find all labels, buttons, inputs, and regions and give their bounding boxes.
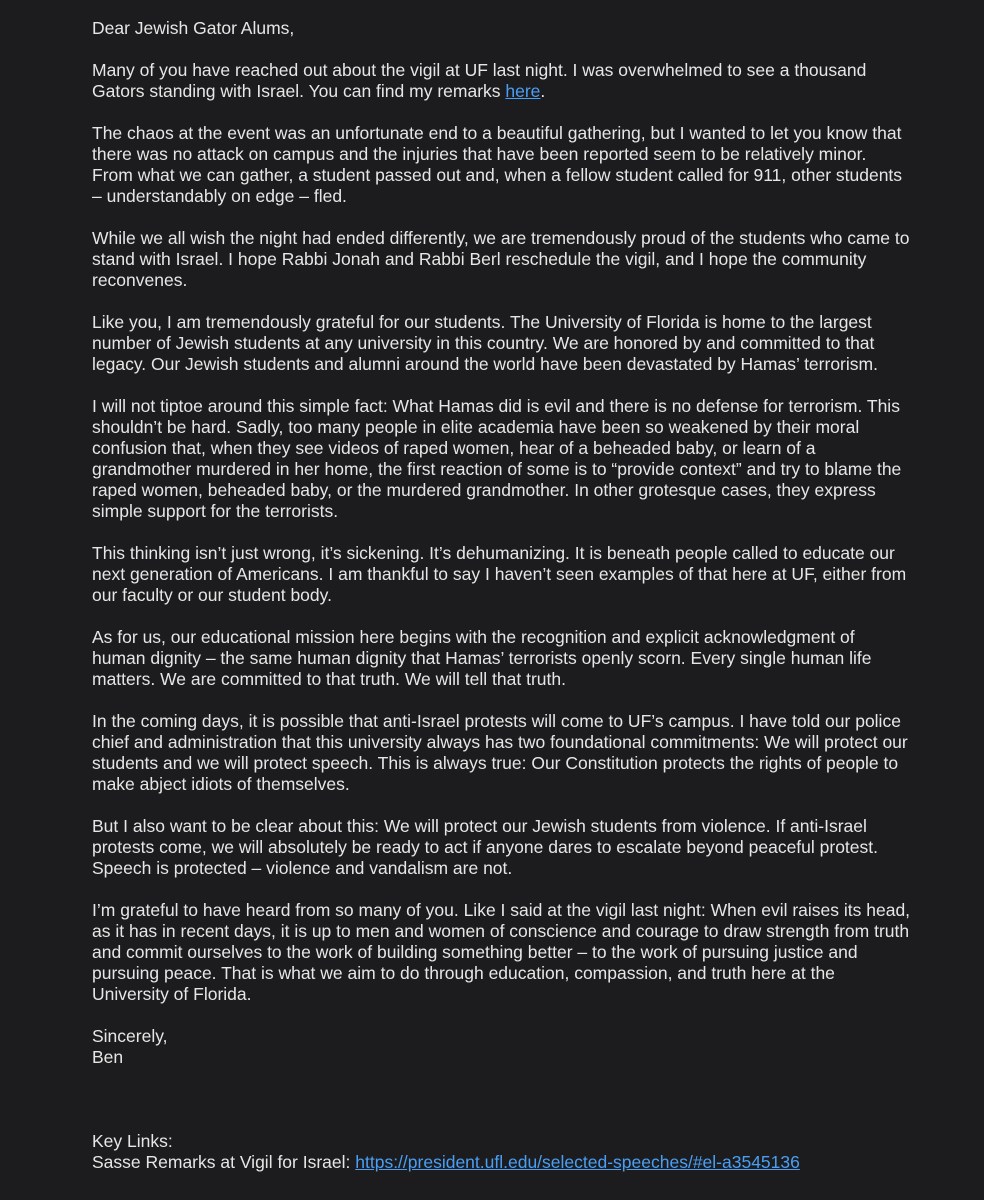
closing: Sincerely, — [92, 1026, 168, 1046]
paragraph-vigil — [92, 60, 912, 102]
paragraph-vigil-text: Many of you have reached out about the vigil at UF last night. I was overwhelmed to see a thousand Gators standing with Israel. You can find my remarks — [92, 60, 867, 101]
remarks-link[interactable]: here — [505, 81, 541, 101]
email-body — [92, 18, 912, 1173]
paragraph-hamas: I will not tiptoe around this simple fact: What Hamas did is evil and there is no defense for terrorism. This shouldn’t be hard. Sadly, too many people in elite academia have been so weakened by their moral confusion that, when they see videos of raped women, hear of a beheaded baby, or learn of a grandmother murdered in her home, the first reaction of some is to “provide context” and try to blame the raped women, beheaded baby, or the murdered grandmother. In other grotesque cases, they express simple support for the terrorists. — [92, 396, 902, 521]
paragraph-proud: While we all wish the night had ended differently, we are tremendously proud of the students who came to stand with Israel. I hope Rabbi Jonah and Rabbi Berl reschedule the vigil, and I hope the community reconvenes. — [92, 228, 910, 290]
salutation: Dear Jewish Gator Alums, — [92, 18, 295, 38]
signature: Ben — [92, 1047, 124, 1067]
key-links-heading: Key Links: — [92, 1131, 173, 1151]
paragraph-vigil-end: . — [540, 81, 546, 101]
paragraph-closing: I’m grateful to have heard from so many of you. Like I said at the vigil last night: When evil raises its head, as it has in recent days, it is up to men and women of conscience and courage to draw strength from truth and commit ourselves to the work of building something better – to the work of pursuing justice and pursuing peace. That is what we aim to do through education, compassion, and truth here at the University of Florida. — [92, 900, 911, 1004]
key-link-url[interactable]: https://president.ufl.edu/selected-speeches/#el-a3545136 — [355, 1152, 800, 1172]
paragraph-chaos: The chaos at the event was an unfortunate end to a beautiful gathering, but I wanted to let you know that there was no attack on campus and the injuries that have been reported seem to be relatively minor. From what we can gather, a student passed out and, when a fellow student called for 911, other students – understandably on edge – fled. — [92, 123, 903, 206]
paragraph-protect: But I also want to be clear about this: We will protect our Jewish students from violence. If anti-Israel protests come, we will absolutely be ready to act if anyone dares to escalate beyond peaceful protest. Speech is protected – violence and vandalism are not. — [92, 816, 879, 878]
paragraph-grateful: Like you, I am tremendously grateful for our students. The University of Florida is home to the largest number of Jewish students at any university in this country. We are honored by and committed to that legacy. Our Jewish students and alumni around the world have been devastated by Hamas’ terrorism. — [92, 312, 878, 374]
paragraph-protests: In the coming days, it is possible that anti-Israel protests will come to UF’s campus. I have told our police chief and administration that this university always has two foundational commitments: We will protect our students and we will protect speech. This is always true: Our Constitution protects the rights of people to make abject idiots of themselves. — [92, 711, 908, 794]
paragraph-mission: As for us, our educational mission here begins with the recognition and explicit acknowledgment of human dignity – the same human dignity that Hamas’ terrorists openly scorn. Every single human life matters. We are committed to that truth. We will tell that truth. — [92, 627, 872, 689]
paragraph-sickening: This thinking isn’t just wrong, it’s sickening. It’s dehumanizing. It is beneath people called to educate our next generation of Americans. I am thankful to say I haven’t seen examples of that here at UF, either from our faculty or our student body. — [92, 543, 907, 605]
key-links — [92, 1131, 912, 1173]
key-link-label: Sasse Remarks at Vigil for Israel: — [92, 1152, 356, 1172]
signoff — [92, 1026, 912, 1068]
